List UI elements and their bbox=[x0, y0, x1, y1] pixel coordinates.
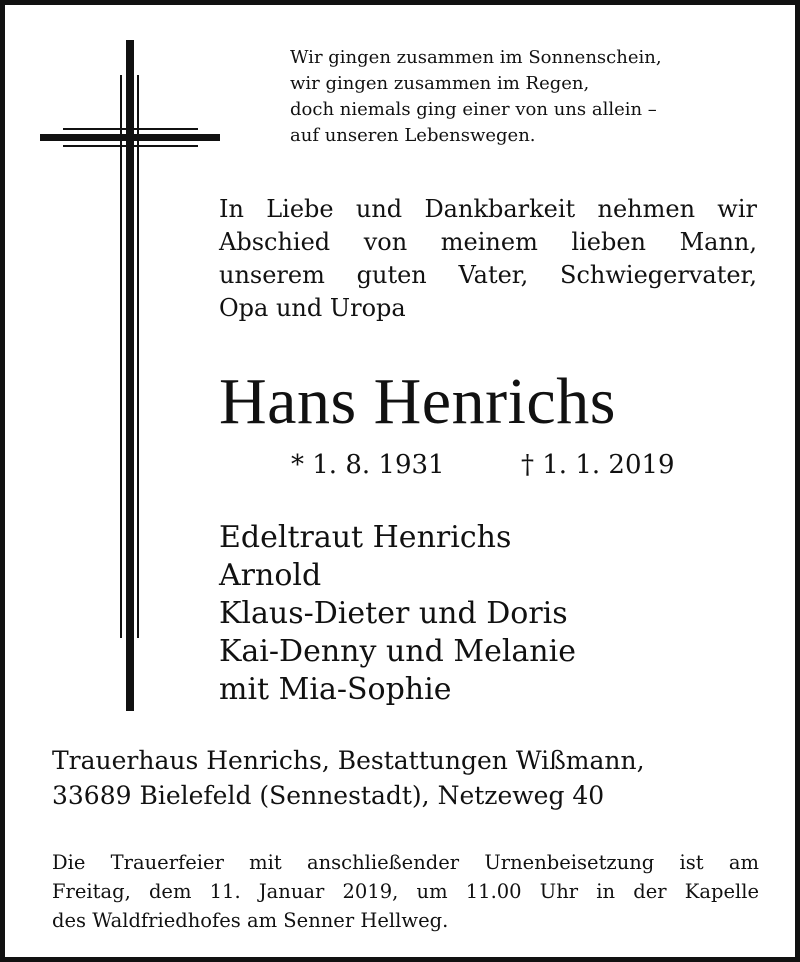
death-date: † 1. 1. 2019 bbox=[521, 450, 675, 480]
farewell-line: Opa und Uropa bbox=[219, 294, 406, 322]
service-line: des Waldfriedhofes am Senner Hellweg. bbox=[52, 909, 449, 932]
service-notice bbox=[52, 848, 759, 935]
latin-cross-icon bbox=[5, 5, 235, 720]
poem-line: auf unseren Lebenswegen. bbox=[290, 125, 536, 146]
farewell-line: In Liebe und Dankbarkeit nehmen wir bbox=[219, 195, 757, 223]
deceased-name: Hans Henrichs bbox=[219, 365, 616, 438]
service-line: Die Trauerfeier mit anschließender Urnenbeisetzung ist am bbox=[52, 851, 759, 874]
mourner-name: mit Mia-Sophie bbox=[219, 672, 452, 707]
poem-verse bbox=[290, 45, 770, 149]
address-line: 33689 Bielefeld (Sennestadt), Netzeweg 40 bbox=[52, 781, 605, 810]
farewell-line: unserem guten Vater, Schwiegervater, bbox=[219, 261, 757, 289]
poem-line: doch niemals ging einer von uns allein – bbox=[290, 99, 657, 120]
mourner-name: Edeltraut Henrichs bbox=[219, 520, 512, 555]
service-line: Freitag, dem 11. Januar 2019, um 11.00 Uhr in der Kapelle bbox=[52, 880, 759, 903]
poem-line: wir gingen zusammen im Regen, bbox=[290, 73, 590, 94]
address-line: Trauerhaus Henrichs, Bestattungen Wißmann, bbox=[52, 746, 645, 775]
mourner-name: Arnold bbox=[219, 558, 322, 593]
poem-line: Wir gingen zusammen im Sonnenschein, bbox=[290, 47, 662, 68]
mourners-list bbox=[219, 519, 679, 709]
funeral-home-address bbox=[52, 743, 752, 813]
birth-date: * 1. 8. 1931 bbox=[291, 450, 445, 480]
farewell-text bbox=[219, 193, 757, 325]
mourner-name: Kai-Denny und Melanie bbox=[219, 634, 576, 669]
mourner-name: Klaus-Dieter und Doris bbox=[219, 596, 568, 631]
farewell-line: Abschied von meinem lieben Mann, bbox=[219, 228, 757, 256]
